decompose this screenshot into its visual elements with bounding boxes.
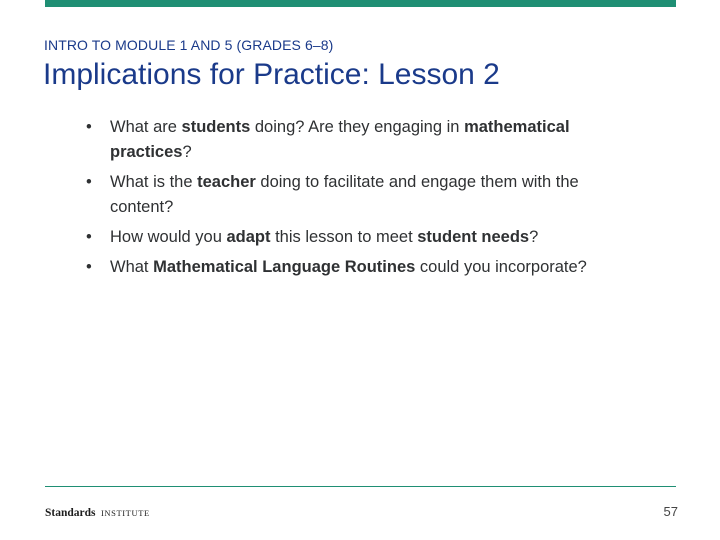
bullet-marker: • xyxy=(86,118,92,136)
bullet-text: What is the xyxy=(110,173,198,191)
bullet-marker: • xyxy=(86,258,92,276)
bullet-emphasis: mathematical practices xyxy=(110,118,570,161)
bullet-item xyxy=(86,170,646,220)
bullet-text: could you incorporate? xyxy=(415,258,587,276)
bullet-marker: • xyxy=(86,173,92,191)
bullet-emphasis: teacher xyxy=(197,173,256,191)
bullet-item xyxy=(86,115,646,165)
bullet-text: doing to facilitate and engage them with the content? xyxy=(110,173,579,216)
bullet-text: What xyxy=(110,258,154,276)
bullet-text: this lesson to meet xyxy=(270,228,418,246)
logo-subtitle: INSTITUTE xyxy=(100,508,150,518)
bullet-emphasis: Mathematical Language Routines xyxy=(153,258,416,276)
module-eyebrow: INTRO TO MODULE 1 AND 5 (GRADES 6–8) xyxy=(44,37,334,53)
bullet-text: doing? Are they engaging in xyxy=(250,118,465,136)
bullet-text: What are xyxy=(110,118,182,136)
bullet-text: How would you xyxy=(110,228,227,246)
standards-institute-logo xyxy=(45,503,150,521)
bullet-emphasis: adapt xyxy=(226,228,271,246)
page-number: 57 xyxy=(663,504,678,519)
bullet-emphasis: student needs xyxy=(417,228,530,246)
logo-wordmark: Standards xyxy=(45,507,96,519)
bullet-text: ? xyxy=(182,143,192,161)
bullet-marker: • xyxy=(86,228,92,246)
bullet-list xyxy=(86,115,646,285)
page-title: Implications for Practice: Lesson 2 xyxy=(43,58,500,91)
bullet-item xyxy=(86,225,646,250)
footer-divider xyxy=(45,486,676,487)
top-accent-bar xyxy=(45,0,676,7)
bullet-text: ? xyxy=(529,228,539,246)
bullet-item xyxy=(86,255,646,280)
bullet-emphasis: students xyxy=(181,118,251,136)
